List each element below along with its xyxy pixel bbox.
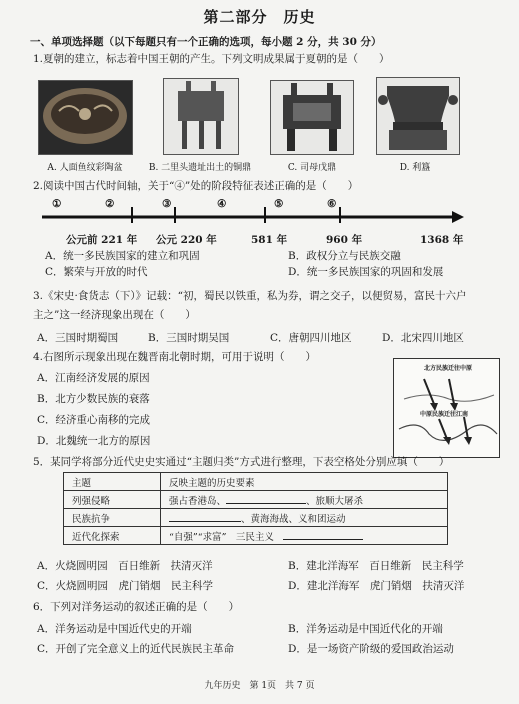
cell-text: 、黄海海战、义和团运动 xyxy=(241,513,346,525)
table-theme-cell: 民族抗争 xyxy=(64,509,161,527)
table-content-cell xyxy=(161,491,448,509)
q5-table xyxy=(63,472,448,545)
table-content-cell xyxy=(161,527,448,545)
q5-stem: 5．某同学将部分近代史史实通过“主题归类”方式进行整理，下表空格处分别应填（ ） xyxy=(33,456,450,468)
page-footer: 九年历史 第 1页 共 7 页 xyxy=(204,681,315,691)
q3-stem-line2: 主之”这一经济现象出现在（ ） xyxy=(33,309,196,321)
simuwu-ding-image xyxy=(270,80,354,155)
q1-caption-a: A. 人面鱼纹彩陶盆 xyxy=(47,163,123,173)
blank-line[interactable] xyxy=(226,494,306,504)
bronze-ding-erlitou-image xyxy=(163,78,239,155)
table-row xyxy=(64,509,448,527)
table-header-cell: 主题 xyxy=(64,473,161,491)
q2-option-b[interactable]: B．政权分立与民族交融 xyxy=(288,250,401,262)
table-row xyxy=(64,527,448,545)
timeline-date-4: 960 年 xyxy=(326,234,363,246)
q1-caption-c: C. 司母戊鼎 xyxy=(287,163,337,173)
timeline-marker-2: ② xyxy=(105,198,115,210)
q2-option-d[interactable]: D．统一多民族国家的巩固和发展 xyxy=(288,266,444,278)
q1-stem: 1.夏朝的建立，标志着中国王朝的产生。下列文明成果属于夏朝的是（ ） xyxy=(33,53,390,65)
cell-text: “自强”“求富” 三民主义 xyxy=(169,531,274,543)
painted-pottery-basin-image xyxy=(38,80,133,155)
q4-option-d[interactable]: D．北魏统一北方的原因 xyxy=(37,435,151,447)
q3-stem-line1: 3.《宋史·食货志（下）》记载：“初，蜀民以铁重，私为券，谓之交子，以便贸易，富民十六户 xyxy=(33,290,467,302)
table-header-cell: 反映主题的历史要素 xyxy=(161,473,448,491)
cell-text: 强占香港岛、 xyxy=(169,495,227,507)
migration-map xyxy=(393,358,500,458)
table-theme-cell: 近代化探索 xyxy=(64,527,161,545)
q1-caption-b: B. 二里头遗址出土的铜鼎 xyxy=(148,163,252,173)
q5-option-d[interactable]: D．建北洋海军 虎门销烟 扶清灭洋 xyxy=(288,580,465,592)
timeline-marker-5: ⑤ xyxy=(274,198,284,210)
section-heading: 一、单项选择题（以下每题只有一个正确的选项，每小题 2 分，共 30 分） xyxy=(30,36,382,48)
q5-option-a[interactable]: A．火烧圆明园 百日维新 扶清灭洋 xyxy=(37,560,213,572)
q4-option-b[interactable]: B．北方少数民族的衰落 xyxy=(37,393,150,405)
cell-text: 、旅顺大屠杀 xyxy=(306,495,364,507)
blank-line[interactable] xyxy=(283,530,363,540)
timeline-date-5: 1368 年 xyxy=(420,234,464,246)
q6-option-d[interactable]: D．是一场资产阶级的爱国政治运动 xyxy=(288,643,454,655)
page-title: 第二部分 历史 xyxy=(203,8,316,26)
table-row xyxy=(64,491,448,509)
q3-option-a[interactable]: A．三国时期蜀国 xyxy=(37,332,119,344)
q5-option-b[interactable]: B．建北洋海军 百日维新 民主科学 xyxy=(288,560,464,572)
timeline-marker-6: ⑥ xyxy=(327,198,337,210)
li-gui-image xyxy=(376,77,460,155)
blank-line[interactable] xyxy=(169,512,241,522)
q3-option-b[interactable]: B．三国时期吴国 xyxy=(148,332,230,344)
q2-option-a[interactable]: A．统一多民族国家的建立和巩固 xyxy=(45,250,200,262)
q6-option-b[interactable]: B．洋务运动是中国近代化的开端 xyxy=(288,623,443,635)
q3-option-c[interactable]: C．唐朝四川地区 xyxy=(270,332,352,344)
timeline-marker-4: ④ xyxy=(217,198,227,210)
q4-stem: 4.右图所示现象出现在魏晋南北朝时期，可用于说明（ ） xyxy=(33,351,317,363)
q6-option-c[interactable]: C．开创了完全意义上的近代民族民主革命 xyxy=(37,643,235,655)
q6-option-a[interactable]: A．洋务运动是中国近代史的开端 xyxy=(37,623,192,635)
timeline-date-3: 581 年 xyxy=(251,234,288,246)
q2-option-c[interactable]: C．繁荣与开放的时代 xyxy=(45,266,148,278)
q6-stem: 6．下列对洋务运动的叙述正确的是（ ） xyxy=(33,601,240,613)
map-label-north: 北方民族迁往中原 xyxy=(424,365,473,372)
table-content-cell xyxy=(161,509,448,527)
timeline-date-2: 公元 220 年 xyxy=(156,234,217,246)
table-theme-cell: 列强侵略 xyxy=(64,491,161,509)
table-header-row xyxy=(64,473,448,491)
timeline-marker-3: ③ xyxy=(162,198,172,210)
q1-caption-d: D. 利簋 xyxy=(399,163,431,173)
map-label-central: 中原民族迁往江南 xyxy=(420,411,469,418)
q4-option-c[interactable]: C．经济重心南移的完成 xyxy=(37,414,151,426)
q3-option-d[interactable]: D．北宋四川地区 xyxy=(382,332,464,344)
q4-option-a[interactable]: A．江南经济发展的原因 xyxy=(37,372,150,384)
timeline-marker-1: ① xyxy=(52,198,62,210)
q2-stem: 2.阅读中国古代时间轴，关于“④”处的阶段特征表述正确的是（ ） xyxy=(33,180,359,192)
q5-option-c[interactable]: C．火烧圆明园 虎门销烟 民主科学 xyxy=(37,580,214,592)
timeline-date-1: 公元前 221 年 xyxy=(66,234,138,246)
